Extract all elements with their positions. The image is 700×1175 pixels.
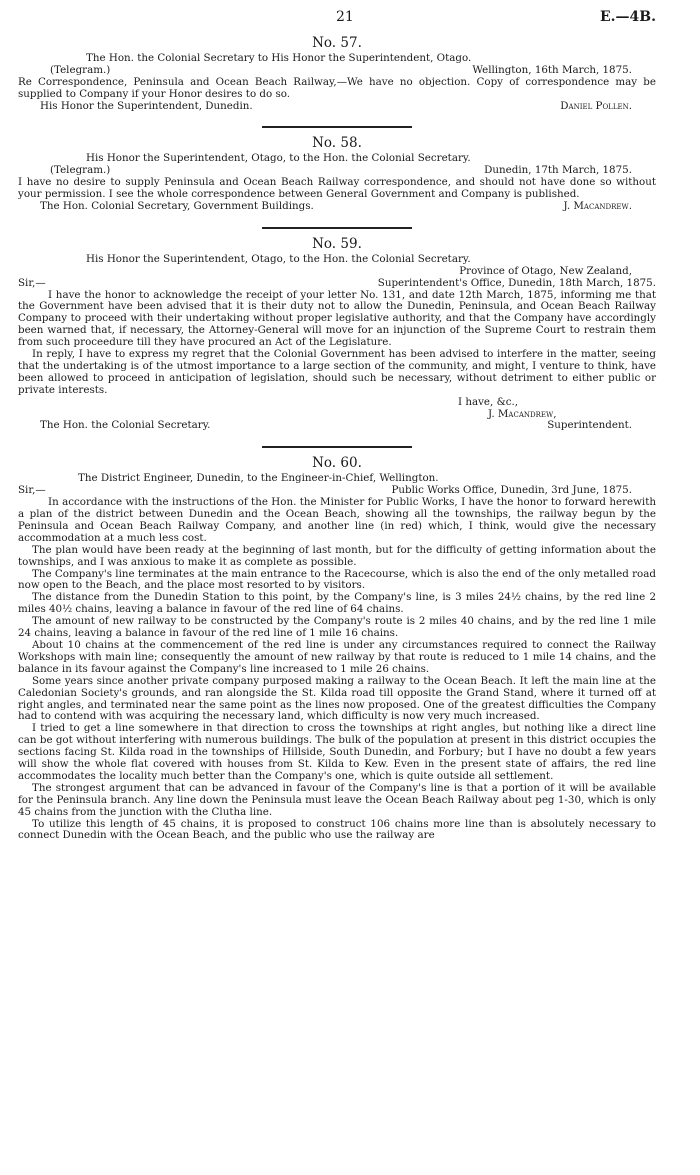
place-date: Public Works Office, Dunedin, 3rd June, 1875. [391,484,632,497]
place-date: Dunedin, 17th March, 1875. [484,164,632,177]
addressee: The Hon. the Colonial Secretary. [40,419,211,432]
addressee-signature-line [18,101,656,113]
addressee: The Hon. Colonial Secretary, Government Buildings. [40,199,314,212]
signature: Daniel Pollen. [560,99,632,112]
place-date: Superintendent's Office, Dunedin, 18th March, 1875. [377,276,656,289]
letter-type: (Telegram.) [50,63,111,76]
paragraph: About 10 chains at the commencement of the red line is under any circumstances required to connect the Railway Workshops with main line; consequently the amount of new railway by that route is reduced to 1 mile 14 chains, and the balance in its favour against the Company's line increased to 1 mile 26 chains. [18,638,656,675]
letter-title: His Honor the Superintendent, Otago, to the Hon. the Colonial Secretary. [86,152,471,165]
paragraph: I tried to get a line somewhere in that direction to cross the townships at right angles, but nothing like a direct line can be got without interfering with numerous buildings. The bulk of the population at present in this district occupies the sections facing St. Kilda road in the townships of Hillside, South Dunedin, and Forbury; but I have no doubt a few years will show the whole flat covered with houses from St. Kilda to Kew. Even in the present state of affairs, the red line accommodates the locality much better than the Company's one, which is quite outside all settlement. [18,722,656,782]
letter-58 [18,135,656,212]
telegram-line [18,65,656,77]
section-divider [262,126,412,128]
letter-number: No. 57. [312,35,362,51]
paragraph: The Company's line terminates at the main entrance to the Racecourse, which is also the end of the only metalled road now open to the Beach, and the place most resorted to by visitors. [18,567,656,592]
addressee-signature-line [18,201,656,213]
signature: J. Macandrew, [488,407,557,420]
letter-title: His Honor the Superintendent, Otago, to the Hon. the Colonial Secretary. [86,252,471,265]
letter-title: The District Engineer, Dunedin, to the Engineer-in-Chief, Wellington. [78,472,439,485]
signature-title: Superintendent. [547,419,632,432]
page-number: 21 [336,9,354,25]
addressee-title-line [18,420,656,432]
signature: J. Macandrew. [563,199,632,212]
section-divider [262,446,412,448]
letter-number: No. 58. [312,135,362,152]
paragraph: To utilize this length of 45 chains, it is proposed to construct 106 chains more line than is absolutely necessary to connect Dunedin with the Ocean Beach, and the public who use the railway are [18,817,656,842]
letter-number: No. 59. [312,235,362,252]
letter-57 [18,35,656,112]
paragraph: In reply, I have to express my regret that the Colonial Government has been advised to interfere in the matter, seeing that the undertaking is of the utmost importance to a large section of the community, and might, I venture to think, have been allowed to proceed in anticipation of legislation, should such be necessary, without detriment to either public or private interests. [18,348,656,396]
salutation: Sir,— [18,276,46,289]
closing: I have, &c., [458,395,519,408]
place-date: Wellington, 16th March, 1875. [472,63,632,76]
addressee: His Honor the Superintendent, Dunedin. [40,99,253,112]
salutation-line [18,278,656,290]
paragraph: In accordance with the instructions of the Hon. the Minister for Public Works, I have the honor to forward herewith a plan of the district between Dunedin and the Ocean Beach, showing all the townships, the railway begun by the Peninsula and Ocean Beach Railway Company, and another line (in red) which, I think, would give the necessary accommodation at a much less cost. [18,496,656,544]
letter-title: The Hon. the Colonial Secretary to His Honor the Superintendent, Otago. [86,51,472,64]
letter-59 [18,235,656,433]
paragraph: The distance from the Dunedin Station to this point, by the Company's line, is 3 miles 24½ chains, by the red line 2 miles 40½ chains, leaving a balance in favour of the red line of 64 chains. [18,591,656,616]
paragraph: The plan would have been ready at the beginning of last month, but for the difficulty of getting information about the townships, and I was anxious to make it as complete as possible. [18,543,656,568]
section-divider [262,227,412,229]
paragraph: The strongest argument that can be advanced in favour of the Company's line is that a portion of it will be available for the Peninsula branch. Any line down the Peninsula must leave the Ocean Beach Railway about peg 1-30, which is only 45 chains from the junction with the Clutha line. [18,781,656,818]
paragraph: I have the honor to acknowledge the receipt of your letter No. 131, and date 12th March, 1875, informing me that the Government have been advised that it is their duty not to allow the Dunedin, Peninsula, and Ocean Beach Railway Company to proceed with their undertaking without proper legislative authority, and that the Company have accordingly been warned that, if necessary, the Attorney-General will move for an injunction of the Supreme Court to restrain them from such proceedure till they have procured an Act of the Legislature. [18,288,656,349]
paragraph: The amount of new railway to be constructed by the Company's route is 2 miles 40 chains, and by the red line 1 mile 24 chains, leaving a balance in favour of the red line of 1 mile 16 chains. [18,615,656,640]
document-code: E.—4B. [600,9,656,25]
paragraph: Some years since another private company purposed making a railway to the Ocean Beach. It left the main line at the Caledonian Society's grounds, and ran alongside the St. Kilda road till opposite the Grand Stand, where it turned off at right angles, and terminated near the same point as the lines now proposed. One of the greatest difficulties the Company had to contend with was acquiring the necessary land, which difficulty is now very much increased. [18,674,656,723]
letter-60 [18,455,656,842]
running-header [18,6,656,32]
letter-body: I have no desire to supply Peninsula and Ocean Beach Railway correspondence, and should not have done so without your permission. I see the whole correspondence between General Government and Company is published. [18,176,656,201]
letter-body: Re Correspondence, Peninsula and Ocean Beach Railway,—We have no objection. Copy of correspondence may be supplied to Company if your Honor desires to do so. [18,75,656,100]
salutation: Sir,— [18,484,46,497]
letter-type: (Telegram.) [50,164,111,177]
letter-number: No. 60. [312,455,362,472]
location-line: Province of Otago, New Zealand, [459,264,632,277]
